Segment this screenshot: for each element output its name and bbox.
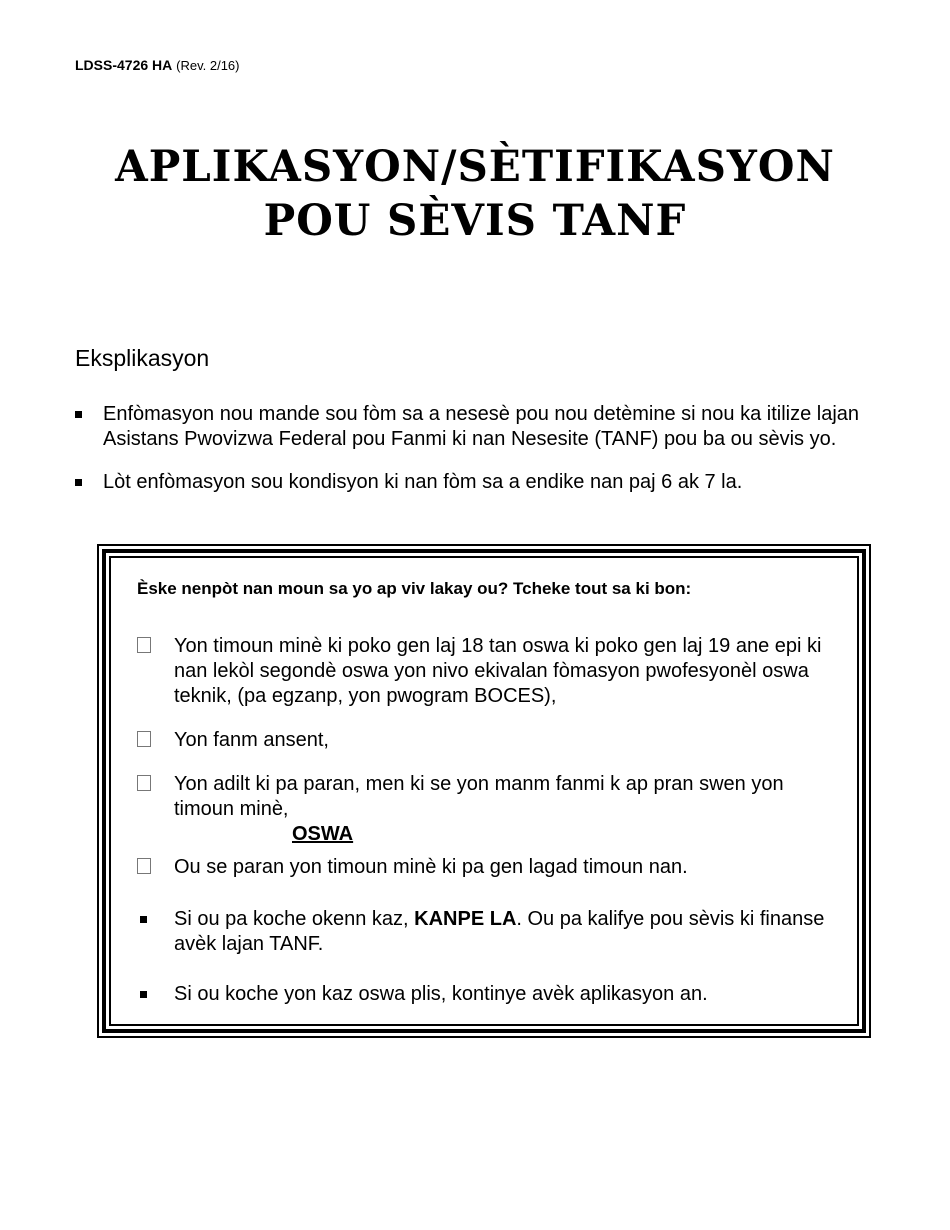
stop-emphasis: KANPE LA <box>414 908 517 930</box>
square-bullet-icon <box>140 916 147 923</box>
option-label: Yon timoun minè ki poko gen laj 18 tan oswa ki poko gen laj 19 ane epi ki nan lekòl segondè oswa yon nivo ekivalan fòmasyon pwofesyonèl oswa teknik, (pa egzanp, yon pwogram BOCES), <box>174 635 822 707</box>
checkbox-minor-child[interactable] <box>137 637 151 653</box>
title-line-1: APLIKASYON/SÈTIFIKASYON <box>115 140 835 191</box>
square-bullet-icon <box>140 991 147 998</box>
checkbox-noncustodial-parent[interactable] <box>137 858 151 874</box>
intro-item-text: Enfòmasyon nou mande sou fòm sa a nesesè pou nou detèmine si nou ka itilize lajan Asistans Pwovizwa Federal pou Fanmi ki nan Nesesite (TANF) pou ba ou sèvis yo. <box>103 403 860 450</box>
note-continue-text: Si ou koche yon kaz oswa plis, kontinye avèk aplikasyon an. <box>174 983 708 1005</box>
note-stop-text-end: . Ou pa kalifye pou sèvis ki finanse avèk lajan TANF. <box>174 908 825 955</box>
title-line-2: POU SÈVIS TANF <box>263 195 687 246</box>
page-title <box>0 139 950 247</box>
checkbox-caretaker-relative[interactable] <box>137 775 151 791</box>
or-label: OSWA <box>292 823 354 845</box>
household-question-box <box>97 544 871 1038</box>
form-identifier <box>75 56 240 75</box>
option-label: Yon adilt ki pa paran, men ki se yon manm fanmi k ap pran swen yon timoun minè, <box>174 773 784 820</box>
household-question: Èske nenpòt nan moun sa yo ap viv lakay ou? Tcheke tout sa ki bon: <box>137 579 692 598</box>
form-code: LDSS-4726 HA <box>75 57 173 73</box>
intro-item-text: Lòt enfòmasyon sou kondisyon ki nan fòm sa a endike nan paj 6 ak 7 la. <box>103 471 743 493</box>
intro-item <box>75 470 885 495</box>
note-stop <box>137 907 837 957</box>
intro-item <box>75 402 885 452</box>
square-bullet-icon <box>75 479 82 486</box>
checkbox-pregnant-woman[interactable] <box>137 731 151 747</box>
note-continue <box>137 982 837 1007</box>
intro-list <box>75 402 885 513</box>
option-label: Ou se paran yon timoun minè ki pa gen lagad timoun nan. <box>174 856 688 878</box>
form-revision: (Rev. 2/16) <box>176 58 240 73</box>
option-label: Yon fanm ansent, <box>174 729 329 751</box>
option-caretaker-relative <box>137 772 837 822</box>
option-minor-child <box>137 634 837 709</box>
note-stop-text: Si ou pa koche okenn kaz, <box>174 908 415 930</box>
section-heading: Eksplikasyon <box>75 345 210 371</box>
option-noncustodial-parent <box>137 855 837 880</box>
option-pregnant-woman <box>137 728 837 753</box>
square-bullet-icon <box>75 411 82 418</box>
